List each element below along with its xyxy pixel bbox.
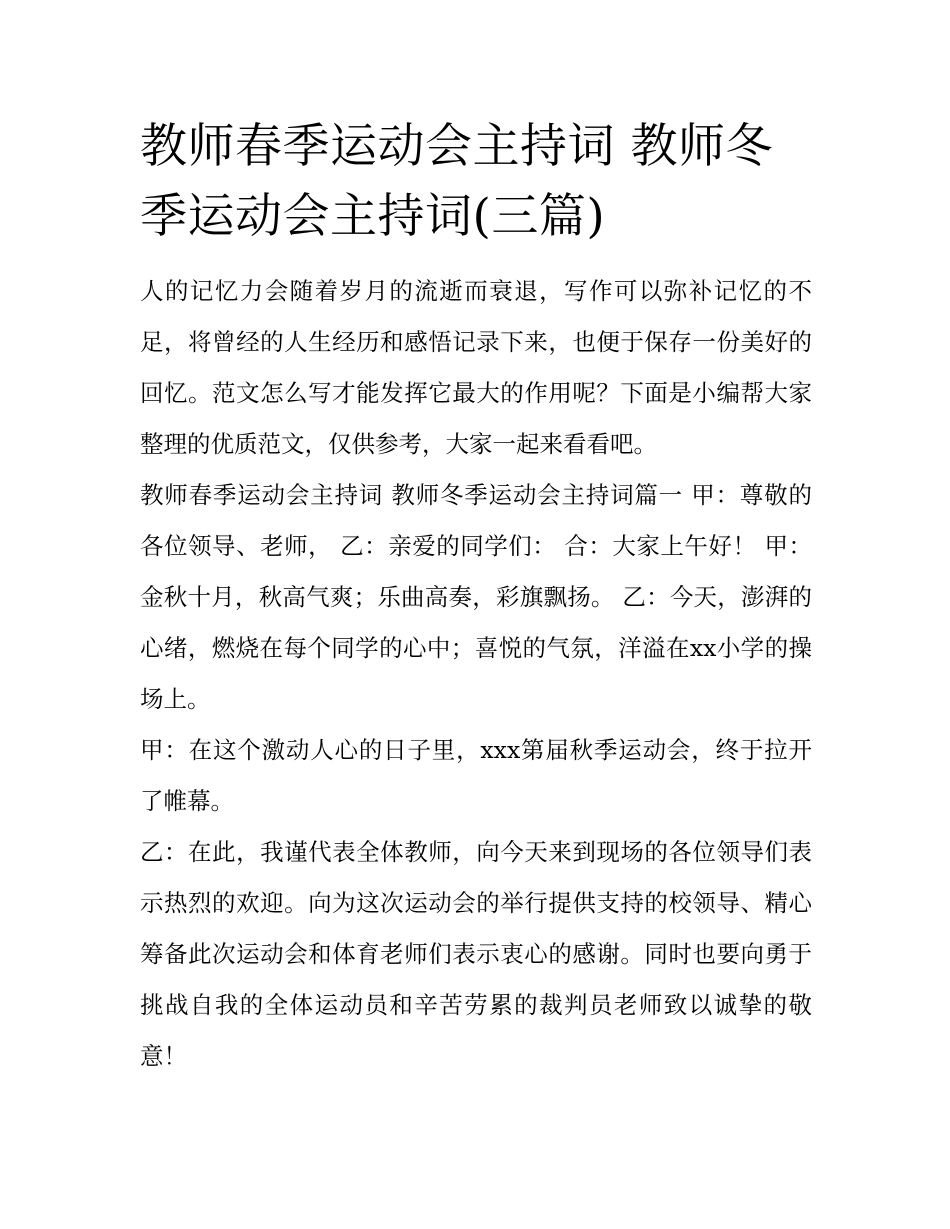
document-title: 教师春季运动会主持词 教师冬季运动会主持词(三篇) bbox=[140, 119, 773, 244]
script-paragraph-welcome: 乙：在此，我谨代表全体教师，向今天来到现场的各位领导们表示热烈的欢迎。向为这次运动会的举行提供支持的校领导、精心筹备此次运动会和体育老师们表示衷心的感谢。同时也要向勇于挑战自我的全体运动员和辛苦劳累的裁判员老师致以诚挚的敬意！ bbox=[140, 838, 812, 1070]
script-paragraph-start: 甲：在这个激动人心的日子里，xxx第届秋季运动会，终于拉开了帷幕。 bbox=[140, 736, 812, 815]
intro-paragraph: 人的记忆力会随着岁月的流逝而衰退，写作可以弥补记忆的不足，将曾经的人生经历和感悟记录下来，也便于保存一份美好的回忆。范文怎么写才能发挥它最大的作用呢？下面是小编帮大家整理的优质范文，仅供参考，大家一起来看看吧。 bbox=[140, 277, 812, 458]
script-paragraph-opening: 教师春季运动会主持词 教师冬季运动会主持词篇一 甲：尊敬的各位领导、老师， 乙：亲爱的同学们： 合：大家上午好！ 甲：金秋十月，秋高气爽；乐曲高奏，彩旗飘扬。 乙：今天，澎湃的心绪，燃烧在每个同学的心中；喜悦的气氛，洋溢在xx小学的操场上。 bbox=[140, 481, 812, 713]
document-body bbox=[140, 112, 812, 1082]
